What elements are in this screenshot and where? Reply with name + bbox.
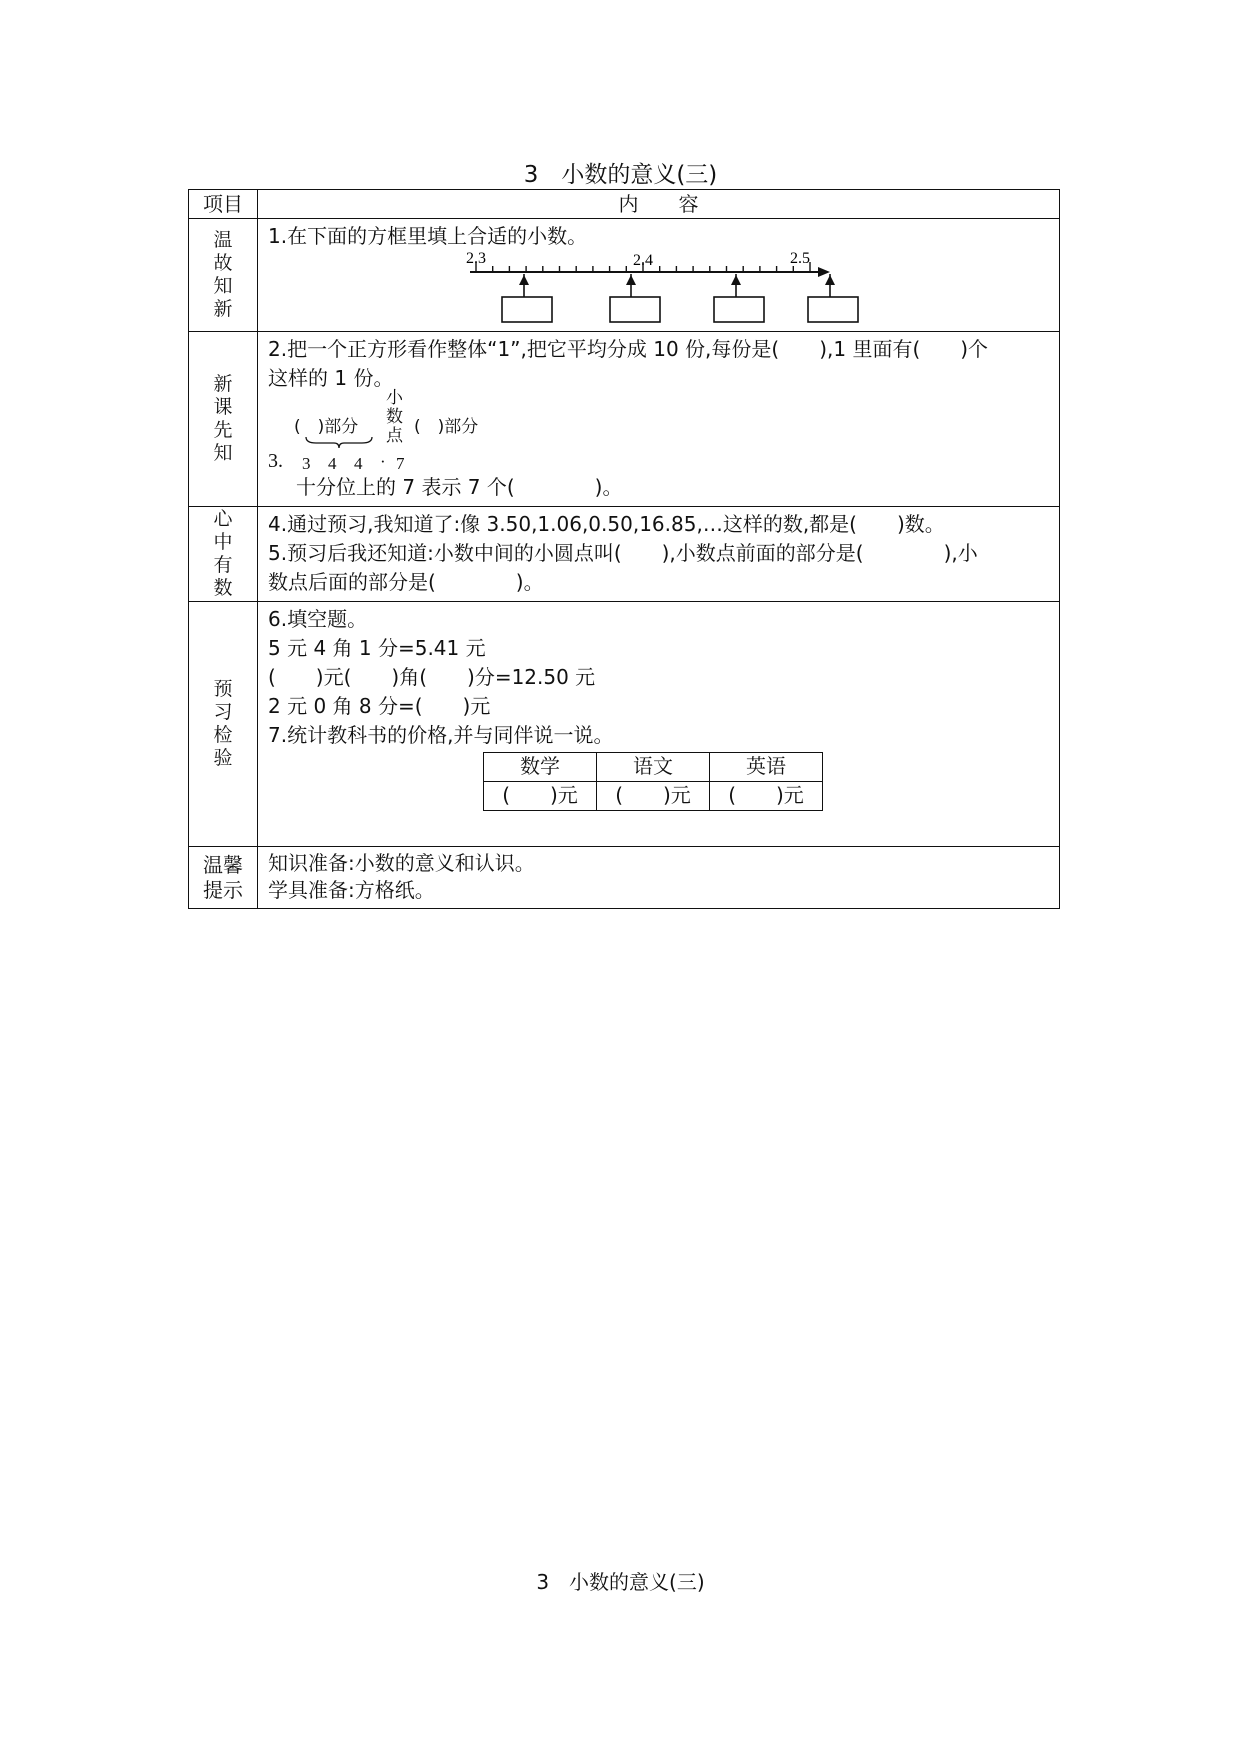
question-5-line-2: 数点后面的部分是( )。 xyxy=(268,570,544,594)
price-cell-chinese[interactable]: ( )元 xyxy=(597,782,710,811)
answer-box-4[interactable] xyxy=(808,297,858,322)
row-content-cell xyxy=(258,219,1060,332)
table-header-row xyxy=(189,190,1060,219)
table-row xyxy=(189,847,1060,909)
question-2-line-2: 这样的 1 份。 xyxy=(268,366,394,390)
price-header-math: 数学 xyxy=(484,753,597,782)
question-6-blank-2: 2 元 0 角 8 分=( )元 xyxy=(268,694,491,718)
question-6-example: 5 元 4 角 1 分=5.41 元 xyxy=(268,636,486,660)
point-label-3: 点 xyxy=(386,426,403,446)
decimal-point: · xyxy=(380,452,386,471)
table-row xyxy=(189,332,1060,507)
table-row xyxy=(189,507,1060,602)
question-2-line-1: 2.把一个正方形看作整体“1”,把它平均分成 10 份,每份是( ),1 里面有( )个 xyxy=(268,337,989,361)
question-4: 4.通过预习,我知道了:像 3.50,1.06,0.50,16.85,…这样的数,都是( )数。 xyxy=(268,512,945,536)
answer-box-1[interactable] xyxy=(502,297,552,322)
question-3-number: 3. xyxy=(268,450,283,472)
number-line-label-2-4: 2.4 xyxy=(633,252,653,269)
question-3-text: 十分位上的 7 表示 7 个( )。 xyxy=(296,475,623,499)
digit-7: 7 xyxy=(396,454,405,473)
header-content-cell xyxy=(258,190,1060,219)
price-header-chinese: 语文 xyxy=(597,753,710,782)
question-1: 1.在下面的方框里填上合适的小数。 xyxy=(268,224,588,248)
table-row xyxy=(189,602,1060,847)
row-label: 预习检验 xyxy=(213,678,233,769)
table-row xyxy=(189,219,1060,332)
row-content-cell xyxy=(258,847,1060,909)
row-content-cell xyxy=(258,507,1060,602)
row-label: 温故知新 xyxy=(213,229,233,320)
digit-3: 3 xyxy=(302,454,311,473)
answer-box-2[interactable] xyxy=(610,297,660,322)
row-label-cell xyxy=(189,332,258,507)
answer-box-3[interactable] xyxy=(714,297,764,322)
header-content: 内 容 xyxy=(618,191,699,216)
number-line-arrowhead xyxy=(818,267,830,277)
price-cell-english[interactable]: ( )元 xyxy=(710,782,823,811)
price-header-english: 英语 xyxy=(710,753,823,782)
header-item: 项目 xyxy=(203,191,243,216)
row-label: 温馨提示 xyxy=(203,852,243,902)
row-label: 心中有数 xyxy=(213,508,233,599)
question-7: 7.统计教科书的价格,并与同伴说一说。 xyxy=(268,723,614,747)
row-label-cell xyxy=(189,602,258,847)
tip-knowledge: 知识准备:小数的意义和认识。 xyxy=(268,851,535,875)
question-6: 6.填空题。 xyxy=(268,607,368,631)
row-content-cell xyxy=(258,602,1060,847)
digit-4a: 4 xyxy=(328,454,337,473)
question-5-line-1: 5.预习后我还知道:小数中间的小圆点叫( ),小数点前面的部分是( ),小 xyxy=(268,541,978,565)
point-label-1: 小 xyxy=(386,388,403,408)
header-item-cell xyxy=(189,190,258,219)
number-line-figure xyxy=(268,251,1058,327)
integer-part-label: ( )部分 xyxy=(294,417,359,437)
page-title: 3 小数的意义(三) xyxy=(523,162,718,188)
row-label-cell xyxy=(189,219,258,332)
question-6-blank-1: ( )元( )角( )分=12.50 元 xyxy=(268,665,596,689)
tip-tools: 学具准备:方格纸。 xyxy=(268,878,435,902)
integer-brace xyxy=(304,435,374,449)
worksheet-table xyxy=(188,189,1060,909)
footer-title: 3 小数的意义(三) xyxy=(536,1570,705,1594)
answer-pointers xyxy=(519,274,835,297)
row-label-cell xyxy=(189,507,258,602)
decimal-part-label: ( )部分 xyxy=(414,417,479,437)
row-content-cell xyxy=(258,332,1060,507)
digit-4b: 4 xyxy=(354,454,363,473)
decimal-structure-figure xyxy=(268,388,1051,473)
point-label-2: 数 xyxy=(386,407,403,427)
price-table xyxy=(483,752,823,811)
number-line-label-2-5: 2.5 xyxy=(790,251,810,267)
row-label: 新课先知 xyxy=(213,373,233,464)
number-line-label-2-3: 2.3 xyxy=(466,251,486,267)
row-label-cell xyxy=(189,847,258,909)
price-cell-math[interactable]: ( )元 xyxy=(484,782,597,811)
